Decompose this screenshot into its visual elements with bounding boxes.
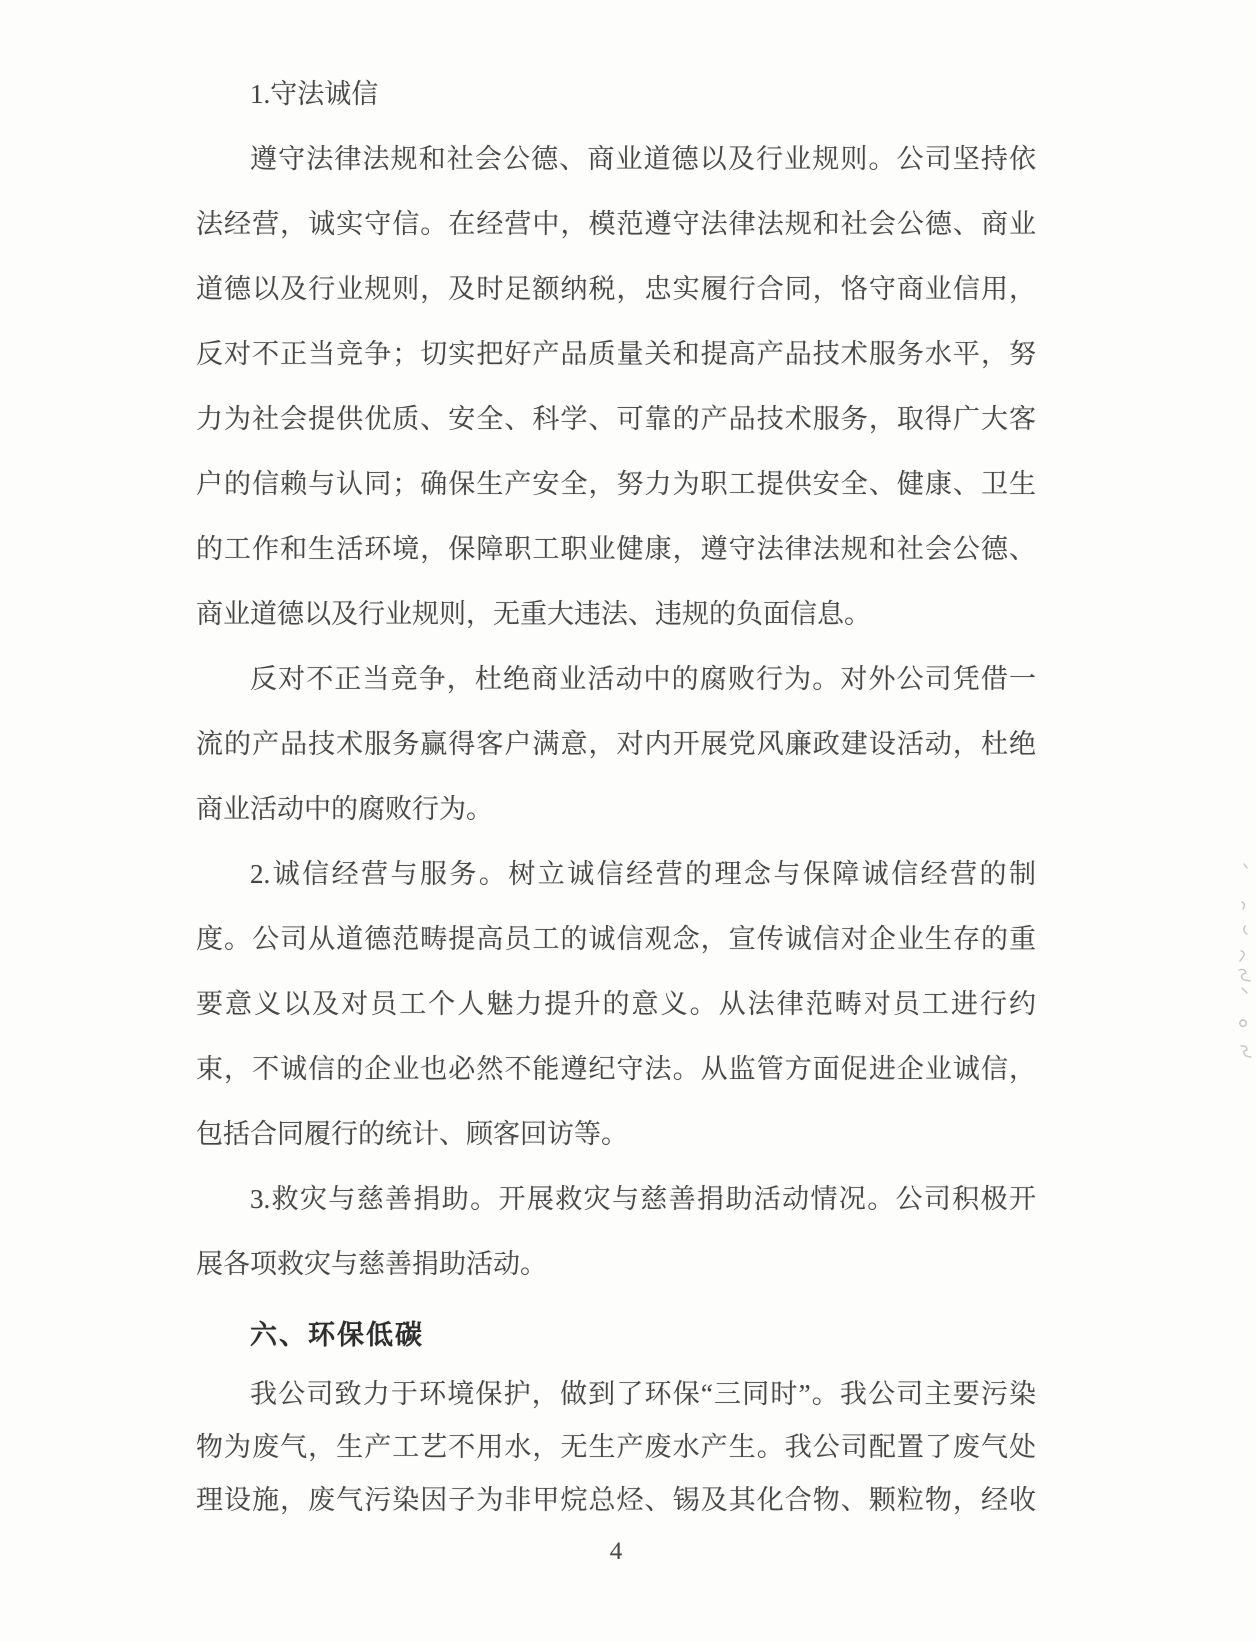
text-line: 法经营，诚实守信。在经营中，模范遵守法律法规和社会公德、商业 bbox=[196, 209, 1036, 239]
text-line: 反对不正当竞争；切实把好产品质量关和提高产品技术服务水平，努 bbox=[196, 339, 1036, 369]
text-line: 力为社会提供优质、安全、科学、可靠的产品技术服务，取得广大客 bbox=[196, 404, 1036, 434]
text-line: 理设施，废气污染因子为非甲烷总烃、锡及其化合物、颗粒物，经收 bbox=[196, 1485, 1036, 1515]
text-line: 要意义以及对员工个人魅力提升的意义。从法律范畴对员工进行约 bbox=[196, 989, 1036, 1019]
text-line: 度。公司从道德范畴提高员工的诚信观念，宣传诚信对企业生存的重 bbox=[196, 924, 1036, 954]
text-line: 反对不正当竞争，杜绝商业活动中的腐败行为。对外公司凭借一 bbox=[250, 664, 1036, 694]
text-line: 我公司致力于环境保护，做到了环保“三同时”。我公司主要污染 bbox=[250, 1379, 1036, 1409]
text-line: 的工作和生活环境，保障职工职业健康，遵守法律法规和社会公德、 bbox=[196, 534, 1036, 564]
para-environment-low-carbon bbox=[196, 1368, 1036, 1527]
scan-artifact-marks bbox=[1228, 858, 1256, 1073]
text-line: 道德以及行业规则，及时足额纳税，忠实履行合同，恪守商业信用， bbox=[196, 274, 1036, 304]
text-line: 1.守法诚信 bbox=[250, 79, 379, 109]
text-line: 六、环保低碳 bbox=[250, 1320, 424, 1350]
para-disaster-relief-charity bbox=[196, 1167, 1036, 1297]
text-line: 户的信赖与认同；确保生产安全，努力为职工提供安全、健康、卫生 bbox=[196, 469, 1036, 499]
text-line: 束，不诚信的企业也必然不能遵纪守法。从监管方面促进企业诚信， bbox=[196, 1054, 1036, 1084]
text-line: 商业道德以及行业规则，无重大违法、违规的负面信息。 bbox=[196, 599, 871, 629]
section-heading-environment bbox=[196, 1303, 1036, 1368]
text-line: 3.救灾与慈善捐助。开展救灾与慈善捐助活动情况。公司积极开 bbox=[250, 1184, 1036, 1214]
para-anti-corruption bbox=[196, 647, 1036, 842]
text-line: 流的产品技术服务赢得客户满意，对内开展党风廉政建设活动，杜绝 bbox=[196, 729, 1036, 759]
text-line: 包括合同履行的统计、顾客回访等。 bbox=[196, 1119, 628, 1149]
text-line: 商业活动中的腐败行为。 bbox=[196, 794, 493, 824]
page-number: 4 bbox=[609, 1538, 623, 1565]
text-line: 展各项救灾与慈善捐助活动。 bbox=[196, 1249, 547, 1279]
para-integrity-operation-service bbox=[196, 842, 1036, 1167]
text-line: 物为废气，生产工艺不用水，无生产废水产生。我公司配置了废气处 bbox=[196, 1432, 1036, 1462]
text-line: 2.诚信经营与服务。树立诚信经营的理念与保障诚信经营的制 bbox=[250, 859, 1036, 889]
text-line: 遵守法律法规和社会公德、商业道德以及行业规则。公司坚持依 bbox=[250, 144, 1036, 174]
para-law-abiding-integrity bbox=[196, 127, 1036, 647]
document-body bbox=[196, 62, 1036, 1527]
item-1-heading bbox=[196, 62, 1036, 127]
